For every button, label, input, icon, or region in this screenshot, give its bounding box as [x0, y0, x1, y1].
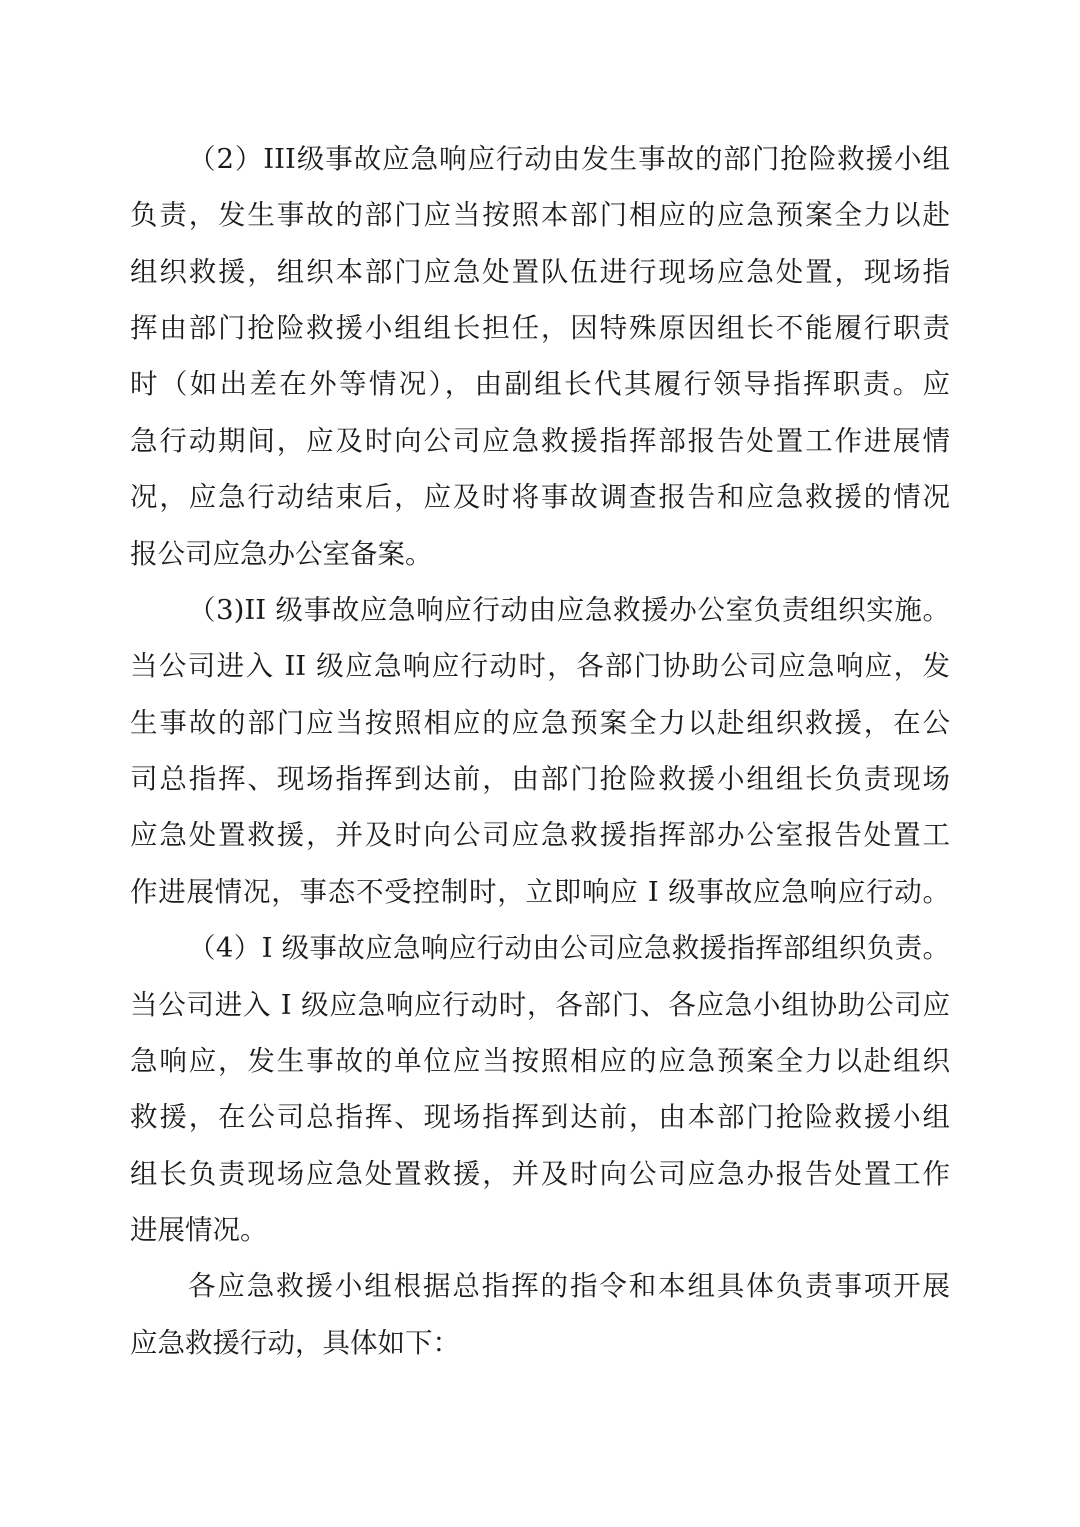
- text-line: 急行动期间，应及时向公司应急救援指挥部报告处置工作进展情: [130, 425, 950, 457]
- text-line: 时（如出差在外等情况），由副组长代其履行领导指挥职责。应: [130, 368, 950, 400]
- text-line: 组织救援，组织本部门应急处置队伍进行现场应急处置，现场指: [130, 256, 950, 288]
- text-line: 各应急救援小组根据总指挥的指令和本组具体负责事项开展: [188, 1270, 950, 1302]
- text-line: 况，应急行动结束后，应及时将事故调查报告和应急救援的情况: [130, 481, 950, 513]
- text-line: 当公司进入 I 级应急响应行动时，各部门、各应急小组协助公司应: [130, 989, 950, 1021]
- text-line: （2）III级事故应急响应行动由发生事故的部门抢险救援小组: [188, 143, 950, 175]
- text-line: 组长负责现场应急处置救援，并及时向公司应急办报告处置工作: [130, 1158, 950, 1190]
- text-line: 应急处置救援，并及时向公司应急救援指挥部办公室报告处置工: [130, 819, 950, 851]
- text-line: 司总指挥、现场指挥到达前，由部门抢险救援小组组长负责现场: [130, 763, 950, 795]
- text-line: 救援，在公司总指挥、现场指挥到达前，由本部门抢险救援小组: [130, 1101, 950, 1133]
- text-line: （3)II 级事故应急响应行动由应急救援办公室负责组织实施。: [188, 594, 950, 626]
- text-line: 当公司进入 II 级应急响应行动时，各部门协助公司应急响应，发: [130, 650, 950, 682]
- text-line: 作进展情况，事态不受控制时，立即响应 I 级事故应急响应行动。: [130, 876, 950, 908]
- text-line: 进展情况。: [130, 1214, 268, 1246]
- text-line: 报公司应急办公室备案。: [130, 538, 433, 570]
- text-line: （4）I 级事故应急响应行动由公司应急救援指挥部组织负责。: [188, 932, 950, 964]
- text-line: 急响应，发生事故的单位应当按照相应的应急预案全力以赴组织: [130, 1045, 950, 1077]
- text-line: 负责，发生事故的部门应当按照本部门相应的应急预案全力以赴: [130, 199, 950, 231]
- text-line: 应急救援行动，具体如下：: [130, 1327, 460, 1359]
- text-line: 挥由部门抢险救援小组组长担任，因特殊原因组长不能履行职责: [130, 312, 950, 344]
- text-line: 生事故的部门应当按照相应的应急预案全力以赴组织救援，在公: [130, 707, 950, 739]
